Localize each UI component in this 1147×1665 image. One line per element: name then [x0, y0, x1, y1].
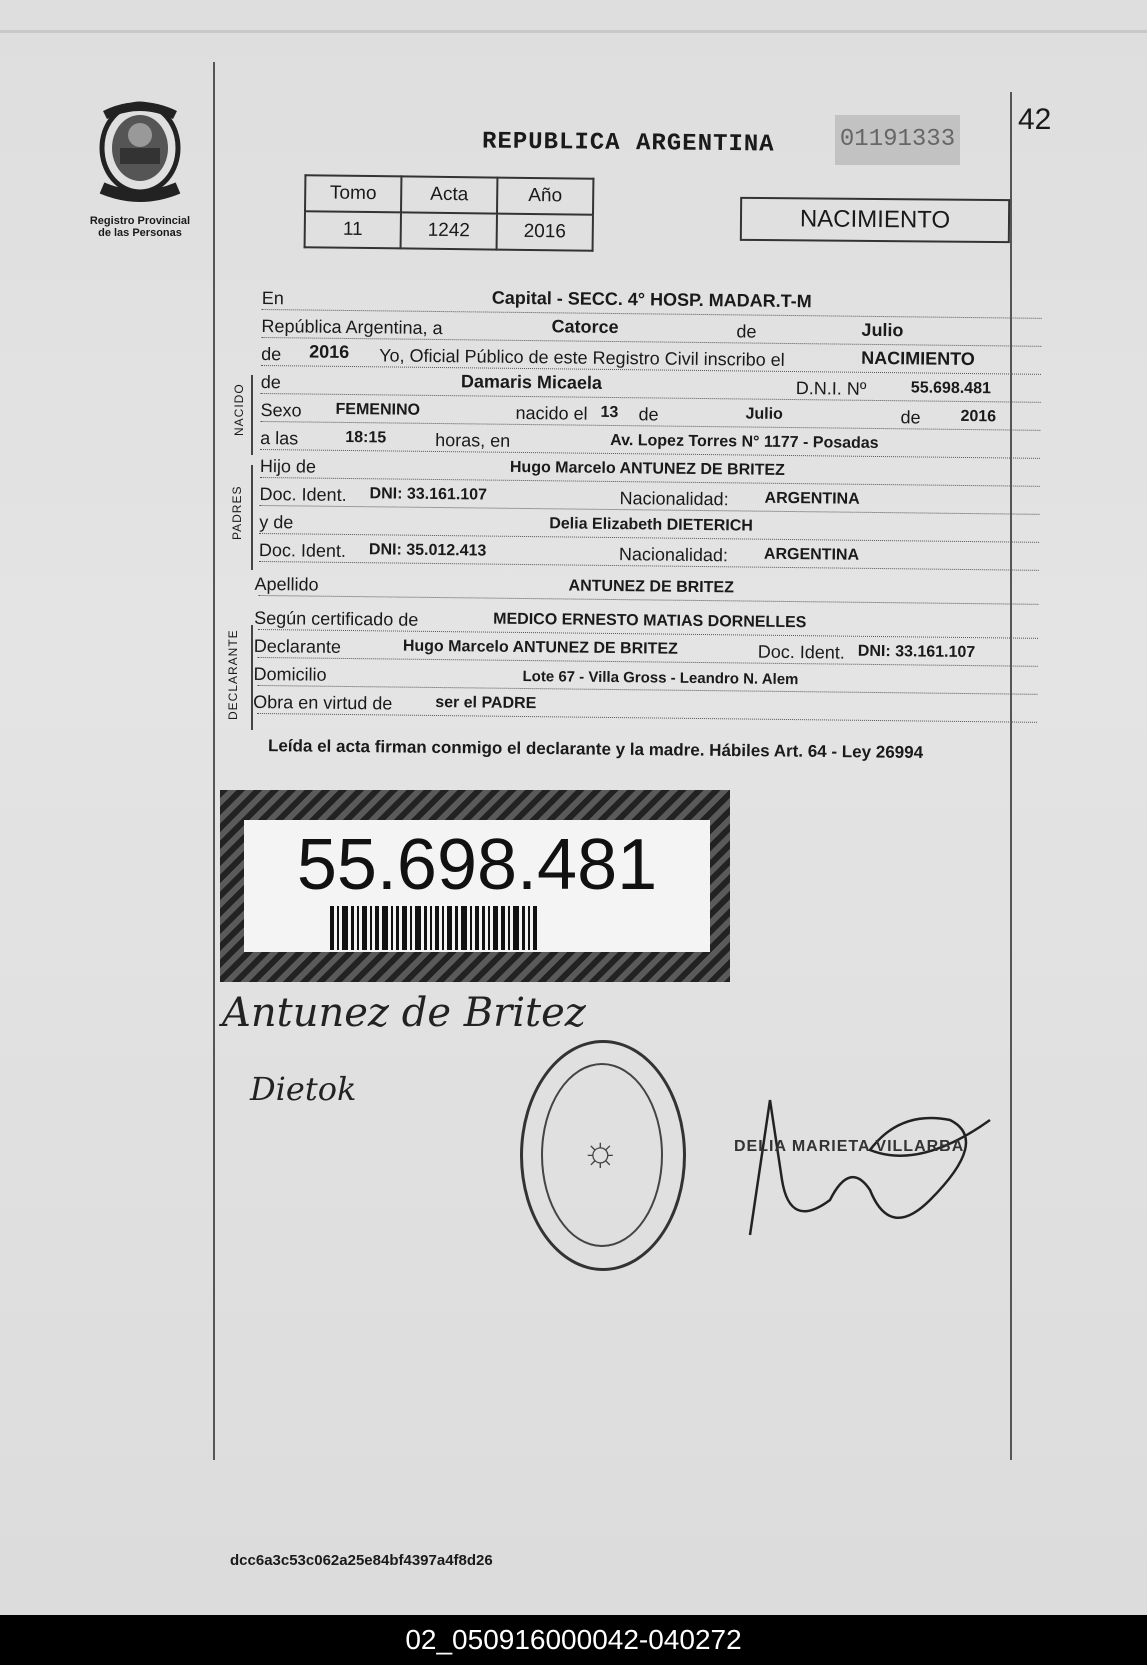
official-signature — [720, 1080, 1010, 1240]
barcode-bar — [447, 906, 452, 950]
section-bar-declarant — [251, 625, 253, 730]
barcode-bar — [424, 906, 427, 950]
barcode-bar — [337, 906, 339, 950]
father-nationality-value: ARGENTINA — [764, 489, 860, 508]
certificate-value: MEDICO ERNESTO MATIAS DORNELLES — [493, 610, 807, 632]
registry-name-line1: Registro Provincial — [89, 215, 191, 227]
barcode-bar — [415, 906, 421, 950]
father-signature: Antunez de Britez — [222, 990, 586, 1036]
barcode-bar — [382, 906, 388, 950]
name-value: Damaris Micaela — [460, 371, 603, 393]
dni-sticker-panel — [244, 820, 710, 952]
barcode-bar — [402, 906, 407, 950]
place-label: En — [261, 287, 284, 309]
born-month: Julio — [745, 405, 783, 423]
day-value: Catorce — [551, 316, 619, 338]
barcode — [330, 906, 630, 950]
table-value-tomo: 11 — [305, 211, 401, 248]
official-seal — [520, 1040, 686, 1271]
barcode-bar — [533, 906, 537, 950]
year-value: 2016 — [309, 341, 350, 362]
province-logo — [80, 100, 200, 239]
month-value: Julio — [861, 319, 904, 341]
father-label: Hijo de — [259, 455, 317, 477]
top-fold-line — [0, 30, 1147, 33]
barcode-bar — [375, 906, 379, 950]
serial-number: 01191333 — [835, 115, 960, 165]
mother-label: y de — [259, 511, 294, 533]
sex-value: FEMENINO — [335, 400, 421, 419]
barcode-bar — [461, 906, 467, 950]
barcode-bar — [528, 906, 530, 950]
born-de-label: de — [638, 404, 659, 425]
surname-label: Apellido — [254, 573, 319, 595]
inscription-text: Yo, Oficial Público de este Registro Civil inscribo el — [379, 345, 785, 370]
place2-label: horas, en — [435, 429, 511, 451]
mother-nationality-value: ARGENTINA — [763, 545, 860, 564]
inscription-value: NACIMIENTO — [861, 347, 975, 370]
barcode-bar — [470, 906, 472, 950]
barcode-bar — [442, 906, 444, 950]
capacity-label: Obra en virtud de — [253, 691, 393, 714]
date-label: República Argentina, a — [261, 315, 443, 339]
declarant-doc-value: DNI: 33.161.107 — [857, 642, 976, 662]
born-label: nacido el — [515, 402, 588, 424]
registry-name-line2: de las Personas — [98, 227, 182, 239]
dni-label: D.N.I. Nº — [795, 378, 867, 399]
barcode-bar — [430, 906, 432, 950]
address-value: Lote 67 - Villa Gross - Leandro N. Alem — [522, 667, 799, 689]
barcode-bar — [357, 906, 359, 950]
barcode-bar — [482, 906, 485, 950]
time-value: 18:15 — [345, 428, 387, 447]
mother-doc-label: Doc. Ident. — [258, 539, 347, 561]
section-label-born: NACIDO — [232, 383, 246, 436]
born-day: 13 — [600, 403, 619, 422]
mother-signature: Dietok — [250, 1070, 357, 1108]
registry-table — [304, 174, 595, 252]
dni-sticker — [220, 790, 730, 982]
born-year: 2016 — [960, 407, 997, 426]
barcode-bar — [391, 906, 393, 950]
table-value-acta: 1242 — [401, 212, 497, 249]
barcode-bar — [475, 906, 479, 950]
declarant-label: Declarante — [253, 635, 342, 657]
section-label-parents: PADRES — [230, 485, 244, 540]
capacity-value: ser el PADRE — [435, 693, 537, 713]
barcode-bar — [513, 906, 519, 950]
address-label: Domicilio — [253, 663, 327, 685]
barcode-bar — [342, 906, 348, 950]
table-header-tomo: Tomo — [305, 175, 401, 212]
year-de-label: de — [261, 343, 282, 365]
father-value: Hugo Marcelo ANTUNEZ DE BRITEZ — [509, 458, 785, 479]
time-label: a las — [260, 427, 299, 449]
dni-sticker-number: 55.698.481 — [296, 825, 658, 905]
barcode-bar — [455, 906, 458, 950]
closing-statement: Leída el acta firman conmigo el declarante y la madre. Hábiles Art. 64 - Ley 26994 — [267, 736, 924, 762]
declarant-doc-label: Doc. Ident. — [757, 641, 845, 663]
born-de2-label: de — [900, 407, 921, 428]
section-bar-born — [251, 375, 253, 455]
certificate-label: Según certificado de — [254, 607, 419, 630]
table-value-ano: 2016 — [497, 214, 593, 251]
left-margin-line — [213, 62, 215, 1460]
name-label: de — [260, 371, 282, 393]
barcode-bar — [330, 906, 334, 950]
country-title: REPUBLICA ARGENTINA — [481, 128, 775, 159]
barcode-bar — [508, 906, 510, 950]
father-doc-label: Doc. Ident. — [259, 483, 347, 505]
barcode-bar — [410, 906, 412, 950]
barcode-bar — [435, 906, 439, 950]
section-bar-parents — [251, 465, 253, 570]
dni-value: 55.698.481 — [910, 379, 992, 398]
surname-value: ANTUNEZ DE BRITEZ — [568, 577, 734, 597]
record-type-box: NACIMIENTO — [740, 197, 1010, 243]
father-nationality-label: Nacionalidad: — [619, 488, 729, 510]
section-label-declarant: DECLARANTE — [226, 629, 240, 720]
barcode-bar — [370, 906, 372, 950]
row-surname — [254, 568, 1038, 605]
place-value: Capital - SECC. 4° HOSP. MADAR.T-M — [491, 287, 812, 312]
barcode-bar — [501, 906, 505, 950]
table-header-ano: Año — [497, 178, 593, 215]
page-number: 42 — [1018, 103, 1052, 136]
table-header-acta: Acta — [401, 176, 497, 213]
barcode-bar — [396, 906, 399, 950]
barcode-bar — [522, 906, 525, 950]
month-de-label: de — [736, 321, 757, 342]
place2-value: Av. Lopez Torres N° 1177 - Posadas — [610, 431, 879, 453]
official-seal-inner — [541, 1063, 663, 1247]
seal-emblem-icon: ☼ — [581, 1127, 620, 1174]
mother-nationality-label: Nacionalidad: — [618, 544, 729, 566]
coat-of-arms-icon — [80, 100, 200, 210]
birth-record-form — [253, 282, 1042, 723]
mother-doc-value: DNI: 35.012.413 — [368, 541, 487, 560]
footer-code: 02_050916000042-040272 — [0, 1615, 1147, 1665]
official-stamp-name: DELIA MARIETA VILLARBA — [734, 1138, 965, 1155]
barcode-bar — [351, 906, 354, 950]
barcode-bar — [362, 906, 367, 950]
sex-label: Sexo — [260, 399, 302, 421]
father-doc-value: DNI: 33.161.107 — [369, 485, 488, 504]
declarant-value: Hugo Marcelo ANTUNEZ DE BRITEZ — [402, 637, 678, 658]
barcode-bar — [493, 906, 498, 950]
barcode-bar — [488, 906, 490, 950]
document-hash: dcc6a3c53c062a25e84bf4397a4f8d26 — [230, 1552, 493, 1569]
mother-value: Delia Elizabeth DIETERICH — [549, 515, 753, 535]
